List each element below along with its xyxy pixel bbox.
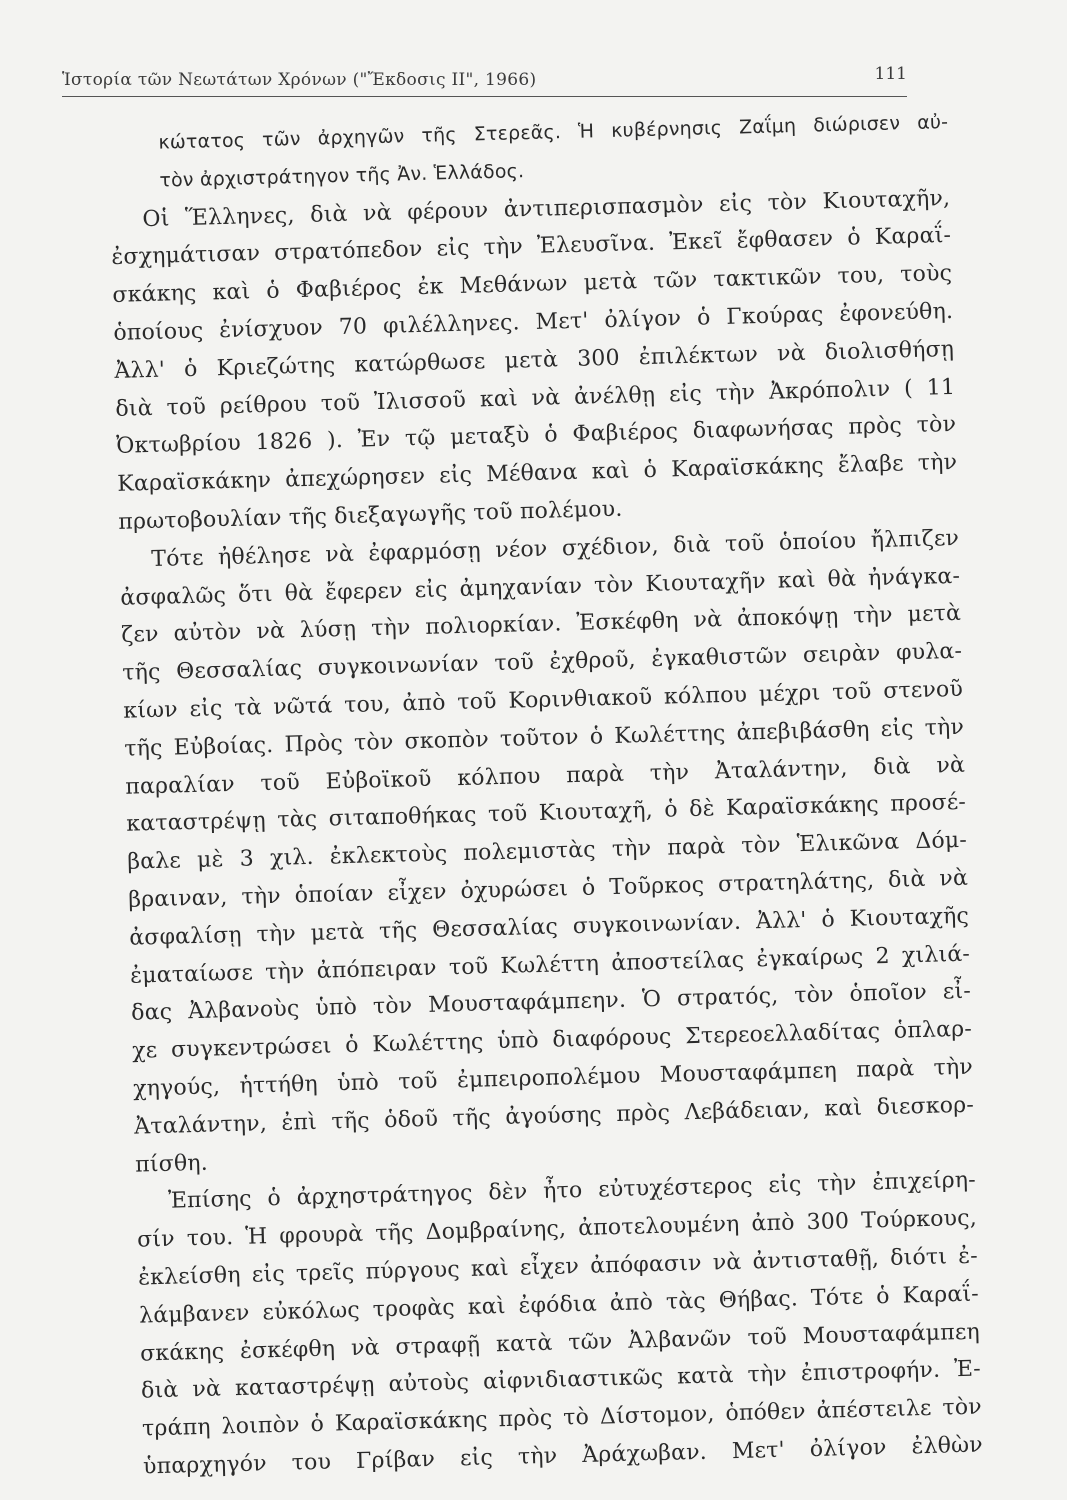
text-line: ἐματαίωσε τὴν ἀπόπειραν τοῦ Κωλέττη ἀποστείλας ἐγκαίρως 2 χιλιά-: [129, 941, 971, 989]
text-line: σίν του. Ἡ φρουρὰ τῆς Δομβραίνης, ἀποτελουμένη ἀπὸ 300 Τούρκους,: [136, 1205, 978, 1253]
text-line: ὑπαρχηγόν του Γρίβαν εἰς τὴν Ἀράχωβαν. Μετ' ὀλίγον ἐλθὼν: [142, 1432, 984, 1480]
text-line: ἐσχημάτισαν στρατόπεδον εἰς τὴν Ἐλευσῖνα. Ἐκεῖ ἔφθασεν ὁ Καραΐ-: [111, 223, 952, 271]
text-line: διὰ νὰ καταστρέψῃ αὐτοὺς αἰφνιδιαστικῶς κατὰ τὴν ἐπιστροφήν. Ἐ-: [140, 1356, 982, 1404]
text-line: παραλίαν τοῦ Εὐβοϊκοῦ κόλπου παρὰ τὴν Ἀταλάντην, διὰ νὰ: [124, 752, 966, 800]
text-line: δας Ἀλβανοὺς ὑπὸ τὸν Μουσταφάμπεην. Ὁ στρατός, τὸν ὁποῖον εἶ-: [130, 979, 972, 1027]
header-rule: [62, 96, 907, 97]
text-line: Ἀλλ' ὁ Κριεζώτης κατώρθωσε μετὰ 300 ἐπιλέκτων νὰ διολισθήσῃ: [114, 336, 955, 384]
page-number: 111: [874, 64, 907, 84]
text-line: κώτατος τῶν ἀρχηγῶν τῆς Στερεᾶς. Ἡ κυβέρνησις Ζαΐμη διώρισεν αὐ-: [158, 111, 949, 154]
text-line: καταστρέψῃ τὰς σιταποθήκας τοῦ Κιουταχῆ, ὁ δὲ Καραϊσκάκης προσέ-: [125, 790, 967, 838]
text-line: χηγούς, ἡττήθη ὑπὸ τοῦ ἐμπειροπολέμου Μουσταφάμπεη παρὰ τὴν: [132, 1054, 974, 1102]
text-line: Καραϊσκάκην ἀπεχώρησεν εἰς Μέθανα καὶ ὁ Καραϊσκάκης ἔλαβε τὴν: [117, 450, 958, 498]
text-line: ἐκλείσθη εἰς τρεῖς πύργους καὶ εἶχεν ἀπόφασιν νὰ ἀντισταθῇ, διότι ἐ-: [137, 1243, 979, 1291]
text-line: κίων εἰς τὰ νῶτά του, ἀπὸ τοῦ Κορινθιακοῦ κόλπου μέχρι τοῦ στενοῦ: [122, 676, 964, 724]
text-line: τῆς Εὐβοίας. Πρὸς τὸν σκοπὸν τοῦτον ὁ Κωλέττης ἀπεβιβάσθη εἰς τὴν: [123, 714, 965, 762]
text-line: χε συγκεντρώσει ὁ Κωλέττης ὑπὸ διαφόρους Στερεοελλαδίτας ὁπλαρ-: [131, 1016, 973, 1064]
text-line: ὁποίους ἐνίσχυον 70 φιλέλληνες. Μετ' ὀλίγον ὁ Γκούρας ἐφονεύθη.: [113, 298, 954, 346]
text-line: Ἀταλάντην, ἐπὶ τῆς ὁδοῦ τῆς ἀγούσης πρὸς Λεβάδειαν, καὶ διεσκορ-: [133, 1092, 975, 1140]
text-line: ζεν αὐτὸν νὰ λύσῃ τὴν πολιορκίαν. Ἐσκέφθη νὰ ἀποκόψῃ τὴν μετὰ: [121, 601, 962, 649]
text-line: ἀσφαλῶς ὅτι θὰ ἔφερεν εἰς ἀμηχανίαν τὸν Κιουταχῆν καὶ θὰ ἠνάγκα-: [120, 563, 961, 611]
text-line: Ὀκτωβρίου 1826 ). Ἐν τῷ μεταξὺ ὁ Φαβιέρος διαφωνήσας πρὸς τὸν: [116, 412, 957, 460]
text-line: λάμβανεν εὐκόλως τροφὰς καὶ ἐφόδια ἀπὸ τὰς Θήβας. Τότε ὁ Καραΐ-: [138, 1281, 980, 1329]
text-line: Οἱ Ἕλληνες, διὰ νὰ φέρουν ἀντιπερισπασμὸν εἰς τὸν Κιουταχῆν,: [142, 185, 951, 232]
text-line: Τότε ἠθέλησε νὰ ἐφαρμόσῃ νέον σχέδιον, διὰ τοῦ ὁποίου ἤλπιζεν: [151, 525, 960, 572]
page-header: [62, 62, 907, 102]
text-line: πίσθη.: [134, 1150, 209, 1178]
text-line: σκάκης καὶ ὁ Φαβιέρος ἐκ Μεθάνων μετὰ τῶν τακτικῶν του, τοὺς: [112, 261, 953, 309]
text-line: διὰ τοῦ ρείθρου τοῦ Ἰλισσοῦ καὶ νὰ ἀνέλθῃ εἰς τὴν Ἀκρόπολιν ( 11: [115, 374, 956, 422]
text-line: τράπη λοιπὸν ὁ Καραϊσκάκης πρὸς τὸ Δίστομον, ὁπόθεν ἀπέστειλε τὸν: [141, 1394, 983, 1442]
text-line: τῆς Θεσσαλίας συγκοινωνίαν τοῦ ἐχθροῦ, ἐγκαθιστῶν σειρὰν φυλα-: [122, 638, 963, 686]
text-line: πρωτοβουλίαν τῆς διεξαγωγῆς τοῦ πολέμου.: [118, 496, 623, 535]
text-line: ἀσφαλίσῃ τὴν μετὰ τῆς Θεσσαλίας συγκοινωνίαν. Ἀλλ' ὁ Κιουταχῆς: [128, 903, 970, 951]
body-text: [108, 104, 983, 1486]
text-line: βαλε μὲ 3 χιλ. ἐκλεκτοὺς πολεμιστὰς τὴν παρὰ τὸν Ἑλικῶνα Δόμ-: [126, 827, 968, 875]
text-line: τὸν ἀρχιστράτηγον τῆς Ἀν. Ἑλλάδος.: [159, 159, 525, 192]
text-line: Ἐπίσης ὁ ἀρχηστράτηγος δὲν ἦτο εὐτυχέστερος εἰς τὴν ἐπιχείρη-: [167, 1167, 977, 1215]
text-line: βραιναν, τὴν ὁποίαν εἶχεν ὀχυρώσει ὁ Τοῦρκος στρατηλάτης, διὰ νὰ: [127, 865, 969, 913]
text-line: σκάκης ἐσκέφθη νὰ στραφῇ κατὰ τῶν Ἀλβανῶν τοῦ Μουσταφάμπεη: [139, 1319, 981, 1367]
running-title: Ἱστορία τῶν Νεωτάτων Χρόνων ("Ἔκδοσις ΙΙ", 1966): [62, 70, 537, 90]
